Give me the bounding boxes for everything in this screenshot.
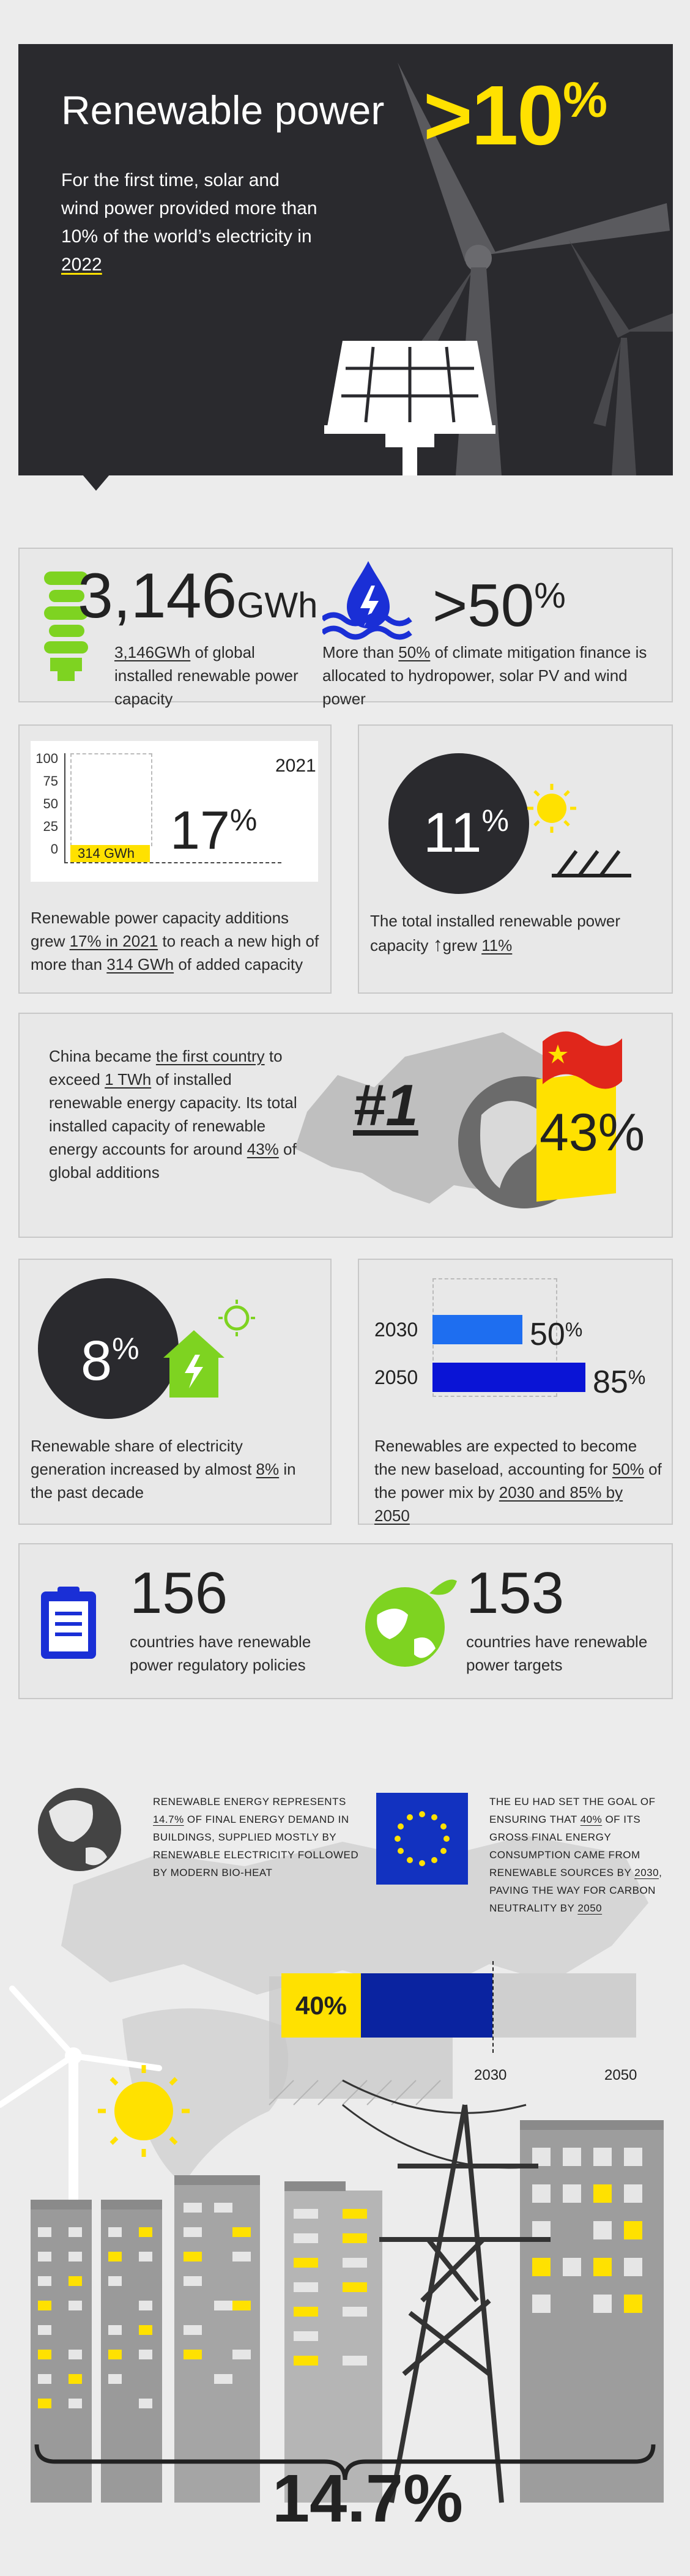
- eu-text: THE EU HAD SET THE GOAL OF ENSURING THAT 40% OF ITS GROSS FINAL ENERGY CONSUMPTION CAME FROM RENEWABLE SOURCES BY 2030, PAVING THE WAY FOR CARBON NEUTRALITY BY 2050: [489, 1796, 662, 1914]
- policies-card: [18, 1543, 673, 1699]
- buildings: [31, 2120, 664, 2503]
- growth-year: 2021: [275, 756, 316, 776]
- share-card: [18, 1259, 332, 1525]
- y-tick: 50: [43, 796, 58, 811]
- target-label: countries have renewable power targets: [466, 1632, 648, 1674]
- capacity-value: 3,146GWh: [78, 560, 318, 631]
- policy-count: 156: [130, 1560, 228, 1626]
- eu-goal-chart: [281, 1973, 636, 2038]
- value-2050: 85%: [593, 1364, 646, 1400]
- growth-chart: [31, 741, 318, 882]
- china-rank: #1: [353, 1073, 418, 1138]
- solar-panel-icon: [318, 338, 502, 475]
- growth-bar: 314 GWh: [70, 845, 150, 862]
- baseload-card: [358, 1259, 673, 1525]
- baseload-chart: [374, 1312, 668, 1398]
- green-globe-icon: [359, 1578, 457, 1670]
- china-percent: 43%: [540, 1103, 645, 1162]
- y-tick: 75: [43, 773, 58, 789]
- hero-description: For the first time, solar and wind power provided more than 10% of the world’s electricity in 2022: [61, 170, 317, 275]
- row-year: 2050: [374, 1366, 418, 1388]
- buildings-text: RENEWABLE ENERGY REPRESENTS 14.7% OF FINAL ENERGY DEMAND IN BUILDINGS, SUPPLIED MOSTLY BY RENEWABLE ELECTRICITY FOLLOWED BY MODERN BIO-HEAT: [153, 1796, 359, 1878]
- y-tick: 100: [35, 751, 58, 766]
- bar-2030: [432, 1315, 522, 1344]
- hero-pointer: [83, 475, 109, 491]
- china-flag-icon: [540, 1023, 625, 1090]
- goal-bar-label: 40%: [281, 1973, 361, 2038]
- hero-big-value: >10%: [423, 69, 607, 163]
- y-tick: 25: [43, 819, 58, 834]
- installed-card: [358, 724, 673, 994]
- bar-2050: [432, 1363, 585, 1392]
- finance-text: More than 50% of climate mitigation finance is allocated to hydropower, solar PV and wind power: [322, 643, 647, 708]
- marker-2030: [492, 1961, 495, 2053]
- policy-label: countries have renewable power regulatory policies: [130, 1632, 311, 1674]
- year-2050: 2050: [604, 2067, 637, 2083]
- y-axis-line: [64, 753, 65, 863]
- y-axis-ticks: [34, 747, 58, 860]
- hero-title: Renewable power: [61, 87, 385, 133]
- buildings-big-value: 14.7%: [272, 2461, 463, 2536]
- finance-value: >50%: [432, 571, 566, 639]
- y-tick: 0: [50, 841, 58, 857]
- installed-text: The total installed renewable power capacity ↑grew 11%: [370, 912, 621, 955]
- china-text: China became the first country to exceed 1 TWh of installed renewable energy capacity. Its total installed capacity of renewable energy accounts for around 43% of global additions: [49, 1047, 297, 1182]
- stats-card: [18, 548, 673, 708]
- goal-bar-fill: [361, 1973, 492, 2038]
- growth-percent: 17%: [170, 800, 258, 860]
- value-2030: 50%: [530, 1317, 583, 1352]
- sun-and-panels-icon: [515, 784, 637, 888]
- green-house-icon: [151, 1297, 273, 1419]
- previous-bar-outline: [70, 753, 152, 846]
- row-year: 2030: [374, 1319, 418, 1341]
- eu-flag-icon: [376, 1793, 468, 1885]
- year-2030: 2030: [474, 2067, 507, 2083]
- capacity-text: 3,146GWh of global installed renewable power capacity: [114, 643, 299, 708]
- up-arrow-icon: ↑: [432, 933, 443, 955]
- china-card: [18, 1013, 673, 1238]
- share-text: Renewable share of electricity generation increased by almost 8% in the past decade: [31, 1437, 296, 1502]
- installed-percent: 11%: [423, 802, 509, 864]
- growth-card: [18, 724, 332, 994]
- share-percent: 8%: [81, 1330, 139, 1392]
- target-count: 153: [466, 1560, 565, 1626]
- water-drop-icon: [322, 558, 414, 641]
- hero-banner: [18, 44, 673, 475]
- growth-text: Renewable power capacity additions grew 17% in 2021 to reach a new high of more than 314 GWh of added capacity: [31, 909, 319, 973]
- baseload-text: Renewables are expected to become the new baseload, accounting for 50% of the power mix by 2030 and 85% by 2050: [374, 1437, 662, 1525]
- x-axis-line: [64, 862, 281, 865]
- eu-stars: [376, 1793, 468, 1885]
- clipboard-icon: [38, 1584, 99, 1661]
